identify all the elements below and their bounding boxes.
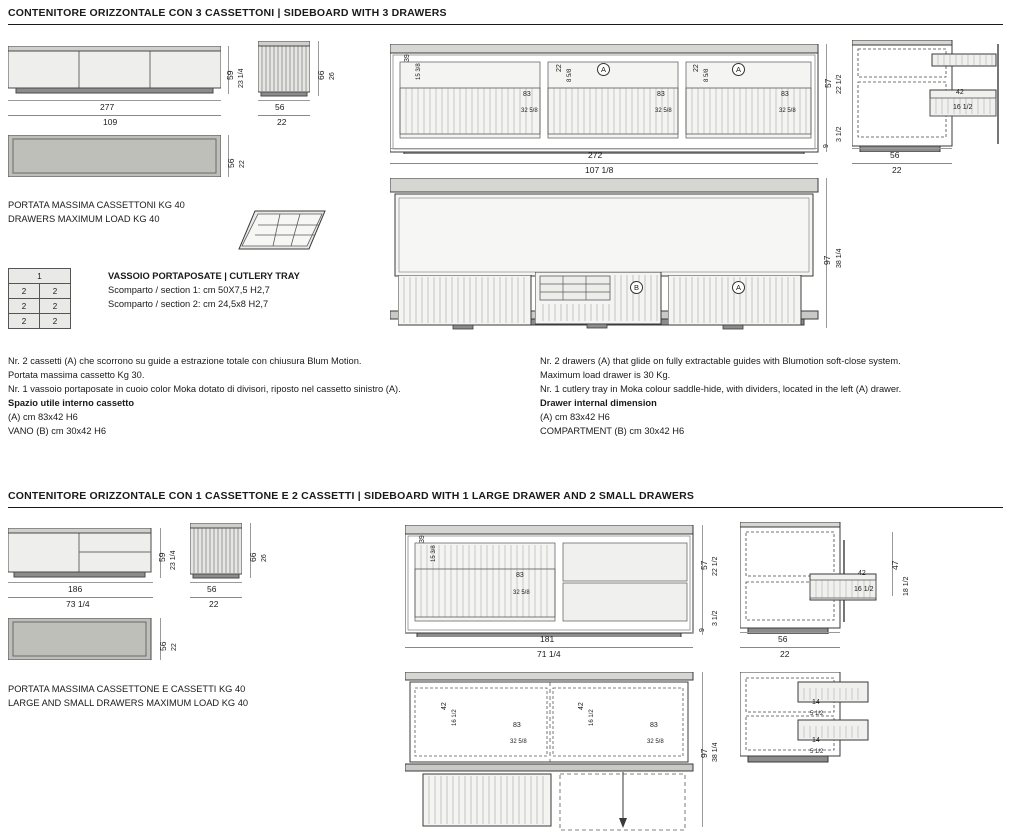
s2-side-width-sep <box>190 597 242 598</box>
s1-open-drawer-middle <box>535 272 663 332</box>
s2-tech-height-in: 22 1/2 <box>712 556 719 576</box>
s1-tech-height-in: 22 1/2 <box>836 74 843 94</box>
s2-plan-width-cm-left: 83 <box>513 722 521 729</box>
s2-side-tech-width-cm: 56 <box>778 634 788 644</box>
s1-note-en-4: (A) cm 83x42 H6 <box>540 412 610 422</box>
s2-side-width-in: 22 <box>209 599 219 609</box>
section-2-divider <box>8 507 1003 508</box>
s2-front-width-sep <box>8 597 153 598</box>
s2-side-drawer-cm: 47 <box>890 560 900 570</box>
s2-front-width-in: 73 1/4 <box>66 599 90 609</box>
s1-load-note-en: DRAWERS MAXIMUM LOAD KG 40 <box>8 214 160 224</box>
s1-tech-width-line <box>390 148 818 149</box>
s1-plan-depth-line <box>228 135 229 177</box>
s1-tech-height-cm: 57 <box>823 78 833 88</box>
s1-side-height-cm: 66 <box>316 70 326 80</box>
s1-plinth-in: 3 1/2 <box>836 126 843 142</box>
s1-side-tray-in: 16 1/2 <box>953 104 973 111</box>
s2-plan-depth-cm-left: 42 <box>441 702 448 710</box>
s2-technical-side-pair <box>740 672 900 782</box>
tray-cell: 1 <box>9 269 71 284</box>
s2-drawer-w-in: 32 5/8 <box>513 590 530 596</box>
s1-side-tech-sep <box>852 163 952 164</box>
s1-front-height-cm: 59 <box>225 70 235 80</box>
s2-side-height-in: 26 <box>261 554 268 562</box>
s1-left-opening-cm: 39 <box>404 54 411 62</box>
s2-side-tray-cm: 42 <box>858 570 866 577</box>
section-2-title: CONTENITORE ORIZZONTALE CON 1 CASSETTONE E 2 CASSETTI | SIDEBOARD WITH 1 LARGE DRAWER AND 2 SMALL DRAWERS <box>8 490 695 502</box>
s1-side-width-in: 22 <box>277 117 287 127</box>
tray-cell: 2 <box>9 299 40 314</box>
s1-side-tech-width-line <box>852 148 952 149</box>
s2-left-opening-cm: 39 <box>419 535 426 543</box>
tray-cell: 2 <box>40 299 71 314</box>
cutlery-tray-section-1: Scomparto / section 1: cm 50X7,5 H2,7 <box>108 285 270 295</box>
s2-side-tray-in: 16 1/2 <box>854 586 874 593</box>
s2-plan-depth-cm-right: 42 <box>578 702 585 710</box>
s2-plan-width-in-right: 32 5/8 <box>647 739 664 745</box>
s1-side-width-sep <box>258 115 310 116</box>
s2-plinth-cm: 9 <box>699 628 706 632</box>
s1-technical-side <box>852 40 1004 152</box>
marker-a-1: A <box>597 63 610 76</box>
s1-drawer-h-in-1: 8 5/8 <box>567 68 573 82</box>
s1-plan-depth-cm: 56 <box>226 158 236 168</box>
s1-note-en-3: Drawer internal dimension <box>540 398 657 408</box>
s1-drawer-w-cm-3: 83 <box>781 91 789 98</box>
s2-tech-height-line <box>702 525 703 635</box>
s2-tech-height-cm: 57 <box>699 560 709 570</box>
s2-front-elevation <box>8 528 153 580</box>
s2-plan-width-cm-right: 83 <box>650 722 658 729</box>
s2-plan-depth-in: 22 <box>171 643 178 651</box>
s1-front-width-cm: 277 <box>100 102 115 112</box>
s1-front-width-in: 109 <box>103 117 118 127</box>
s2-left-opening-in: 15 3/8 <box>431 545 437 562</box>
s1-drawer-w-in-2: 32 5/8 <box>655 108 672 114</box>
s1-side-width-line <box>258 100 310 101</box>
s2-plan-width-in-left: 32 5/8 <box>510 739 527 745</box>
s1-front-width-sep <box>8 115 221 116</box>
s2-front-width-cm: 186 <box>68 584 83 594</box>
s1-technical-front <box>390 44 820 154</box>
s2-tech-width-line <box>405 632 693 633</box>
s2-plan-depth-in-right: 16 1/2 <box>589 709 595 726</box>
s2-side-tech-width-line <box>740 632 840 633</box>
s1-side-width-cm: 56 <box>275 102 285 112</box>
s2-tech-width-in: 71 1/4 <box>537 649 561 659</box>
s1-side-tray-cm: 42 <box>956 89 964 96</box>
s1-open-depth-line <box>826 178 827 328</box>
s2-technical-side <box>740 522 900 634</box>
cutlery-tray-illustration <box>237 205 327 257</box>
s1-note-en-5: COMPARTMENT (B) cm 30x42 H6 <box>540 426 685 436</box>
s2-front-height-cm: 59 <box>157 552 167 562</box>
s1-side-elevation <box>258 41 310 97</box>
section-1-title: CONTENITORE ORIZZONTALE CON 3 CASSETTONI | SIDEBOARD WITH 3 DRAWERS <box>8 7 447 19</box>
s2-technical-front <box>405 525 695 637</box>
s2-small-cm-top: 14 <box>812 699 820 706</box>
s2-side-tech-sep <box>740 647 840 648</box>
s2-small-cm-bottom: 14 <box>812 737 820 744</box>
s1-front-elevation <box>8 46 221 96</box>
s2-small-in-top: 5 1/2 <box>810 711 824 717</box>
s1-drawer-w-in-3: 32 5/8 <box>779 108 796 114</box>
s1-open-depth-in: 38 1/4 <box>836 248 843 268</box>
s2-front-height-in: 23 1/4 <box>170 550 177 570</box>
s1-open-depth-cm: 97 <box>822 255 832 265</box>
s1-side-tech-width-cm: 56 <box>890 150 900 160</box>
s2-tech-width-cm: 181 <box>540 634 555 644</box>
s1-plan-depth-in: 22 <box>239 160 246 168</box>
s1-side-height-in: 26 <box>329 72 336 80</box>
s2-plinth-in: 3 1/2 <box>712 610 719 626</box>
s2-side-drawer-in: 18 1/2 <box>903 576 910 596</box>
s1-left-opening-in: 15 3/8 <box>416 63 422 80</box>
s2-side-elevation <box>190 523 242 579</box>
s2-plan-depth-in-left: 16 1/2 <box>452 709 458 726</box>
tray-cell: 2 <box>9 314 40 329</box>
cutlery-tray-section-2: Scomparto / section 2: cm 24,5x8 H2,7 <box>108 299 269 309</box>
s2-drawer-w-cm: 83 <box>516 572 524 579</box>
s2-front-width-line <box>8 582 153 583</box>
s2-plan-depth-cm: 56 <box>158 641 168 651</box>
s2-load-note-en: LARGE AND SMALL DRAWERS MAXIMUM LOAD KG 40 <box>8 698 249 708</box>
cutlery-tray-table <box>8 268 71 329</box>
s2-side-height-line <box>250 523 251 578</box>
s1-note-en-1: Maximum load drawer is 30 Kg. <box>540 370 671 380</box>
s1-tech-width-sep <box>390 163 818 164</box>
s2-tech-width-sep <box>405 647 693 648</box>
s1-note-it-5: VANO (B) cm 30x42 H6 <box>8 426 106 436</box>
s2-side-width-line <box>190 582 242 583</box>
s1-side-height-line <box>318 41 319 96</box>
s2-load-note-it: PORTATA MASSIMA CASSETTONE E CASSETTI KG 40 <box>8 684 246 694</box>
s2-side-tech-width-in: 22 <box>780 649 790 659</box>
s1-drawer-h-in-2: 8 5/8 <box>704 68 710 82</box>
s1-front-height-in: 23 1/4 <box>238 68 245 88</box>
s1-note-it-0: Nr. 2 cassetti (A) che scorrono su guide a estrazione totale con chiusura Blum Motion. <box>8 356 362 366</box>
s1-drawer-h-cm-1: 22 <box>556 64 563 72</box>
tray-cell: 2 <box>40 284 71 299</box>
marker-b-1: B <box>630 281 643 294</box>
s1-drawer-w-cm-1: 83 <box>523 91 531 98</box>
marker-a-3: A <box>732 281 745 294</box>
s1-tech-width-in: 107 1/8 <box>585 165 614 175</box>
tray-cell: 2 <box>40 314 71 329</box>
s1-front-width-line <box>8 100 221 101</box>
s1-plan-view <box>8 135 221 177</box>
s1-plinth-cm: 9 <box>823 144 830 148</box>
s1-drawer-h-cm-2: 22 <box>693 64 700 72</box>
s2-side-height-cm: 66 <box>248 552 258 562</box>
s2-plan-technical <box>405 672 695 832</box>
tray-cell: 2 <box>9 284 40 299</box>
s1-note-en-2: Nr. 1 cutlery tray in Moka colour saddle-hide, with dividers, located in the left (A) drawer. <box>540 384 902 394</box>
s2-open-depth-in: 38 1/4 <box>712 742 719 762</box>
cutlery-tray-title: VASSOIO PORTAPOSATE | CUTLERY TRAY <box>108 271 300 281</box>
s1-open-drawer-left <box>398 275 533 333</box>
s1-drawer-w-in-1: 32 5/8 <box>521 108 538 114</box>
section-1-divider <box>8 24 1003 25</box>
s1-side-tech-width-in: 22 <box>892 165 902 175</box>
s1-note-it-4: (A) cm 83x42 H6 <box>8 412 78 422</box>
s1-tech-height-line <box>826 44 827 152</box>
s2-side-width-cm: 56 <box>207 584 217 594</box>
s1-tech-width-cm: 272 <box>588 150 603 160</box>
s1-note-en-0: Nr. 2 drawers (A) that glide on fully extractable guides with Blumotion soft-close system. <box>540 356 901 366</box>
s2-plan-depth-line <box>160 618 161 660</box>
s2-plan-view <box>8 618 153 660</box>
s1-drawer-w-cm-2: 83 <box>657 91 665 98</box>
s1-note-it-1: Portata massima cassetto Kg 30. <box>8 370 145 380</box>
marker-a-2: A <box>732 63 745 76</box>
s2-open-depth-cm: 97 <box>699 748 709 758</box>
s2-small-in-bottom: 5 1/2 <box>810 749 824 755</box>
s1-load-note-it: PORTATA MASSIMA CASSETTONI KG 40 <box>8 200 185 210</box>
s1-note-it-2: Nr. 1 vassoio portaposate in cuoio color Moka dotato di divisori, riposto nel cassetto sinistro (A). <box>8 384 401 394</box>
s1-note-it-3: Spazio utile interno cassetto <box>8 398 135 408</box>
